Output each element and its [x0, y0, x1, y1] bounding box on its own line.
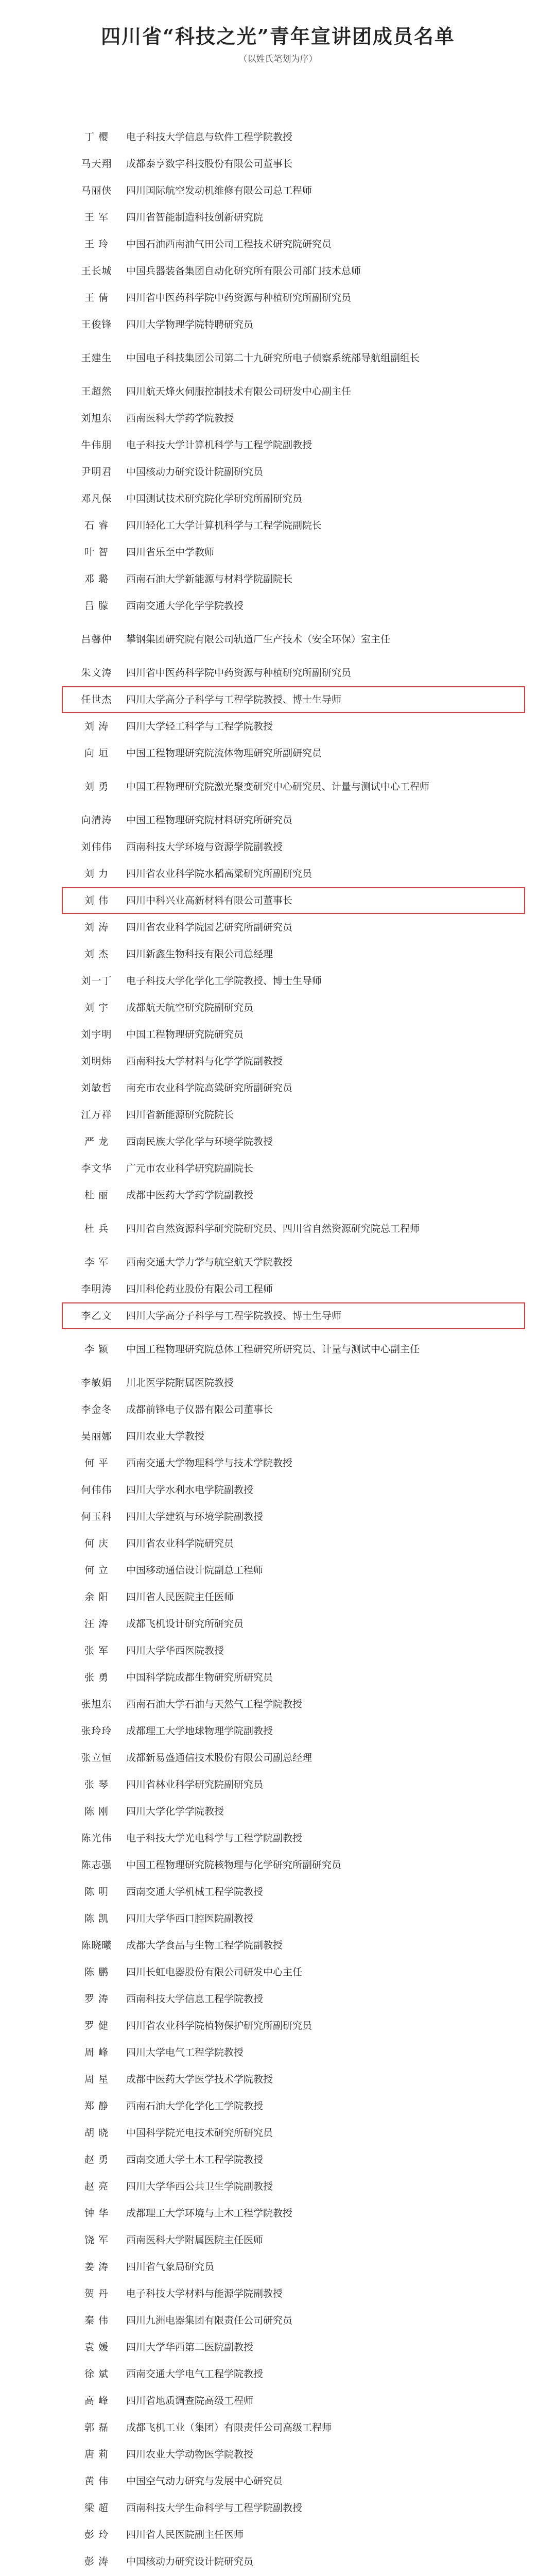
member-row — [67, 941, 520, 968]
member-row — [67, 1249, 520, 1276]
member-unit: 四川省农业科学院水稻高粱研究所副研究员 — [126, 868, 312, 879]
member-unit: 中国工程物理研究院核物理与化学研究所副研究员 — [126, 1859, 342, 1871]
member-unit: 四川农业大学教授 — [126, 1431, 205, 1442]
member-unit: 四川新鑫生物科技有限公司总经理 — [126, 948, 273, 960]
member-unit: 四川省农业科学院研究员 — [126, 1538, 234, 1549]
member-name: 陈 明 — [84, 1886, 109, 1897]
member-row — [67, 860, 520, 887]
member-name: 任世杰 — [81, 694, 112, 705]
member-unit: 中国科学院光电技术研究所研究员 — [126, 2127, 273, 2139]
member-name: 何 庆 — [84, 1538, 109, 1549]
member-list — [67, 124, 520, 2576]
member-name: 石 睿 — [84, 520, 109, 531]
member-row — [67, 378, 520, 405]
member-unit: 西南石油大学新能源与材料学院副院长 — [126, 573, 293, 585]
member-row — [67, 459, 520, 485]
member-row — [67, 2093, 520, 2120]
member-name: 陈晓曦 — [81, 1940, 112, 1951]
member-row — [67, 177, 520, 204]
member-row — [67, 2120, 520, 2146]
member-unit: 四川农业大学动物医学院教授 — [126, 2449, 254, 2460]
member-row — [67, 539, 520, 566]
member-name: 吴丽娜 — [81, 1431, 112, 1442]
member-name: 周 星 — [84, 2074, 109, 2085]
member-unit: 四川省气象局研究员 — [126, 2261, 215, 2273]
member-unit: 四川大学物理学院特聘研究员 — [126, 319, 254, 330]
member-name: 罗 涛 — [84, 1993, 109, 2005]
member-name: 杜 兵 — [84, 1223, 109, 1234]
member-name: 丁 樱 — [84, 131, 109, 143]
member-name: 刘 伟 — [84, 895, 109, 906]
member-row — [67, 2468, 520, 2495]
member-unit: 成都中医药大学医学技术学院教授 — [126, 2074, 273, 2085]
member-unit: 电子科技大学信息与软件工程学院教授 — [126, 131, 293, 143]
member-unit: 中国移动通信设计院副总工程师 — [126, 1565, 264, 1576]
member-unit: 川北医学院附属医院教授 — [126, 1377, 234, 1388]
member-name: 刘 力 — [84, 868, 109, 879]
member-unit: 四川省人民医院副主任医师 — [126, 2529, 244, 2540]
member-row — [67, 1048, 520, 1075]
member-row — [67, 566, 520, 592]
member-unit: 成都大学食品与生物工程学院副教授 — [126, 1940, 283, 1951]
member-row — [67, 1021, 520, 1048]
member-name: 郭 磊 — [84, 2422, 109, 2433]
member-row — [67, 1852, 520, 1878]
member-row — [67, 1664, 520, 1691]
member-unit: 成都理工大学环境与土木工程学院教授 — [126, 2208, 293, 2219]
member-unit: 四川省地质调查院高级工程师 — [126, 2395, 254, 2406]
highlighted-member-row — [62, 1302, 525, 1329]
member-unit: 西南民族大学化学与环境学院教授 — [126, 1136, 273, 1147]
member-unit: 四川九洲电器集团有限责任公司研究员 — [126, 2315, 293, 2326]
member-row — [67, 1128, 520, 1155]
member-row — [67, 1075, 520, 1101]
member-name: 刘伟伟 — [81, 841, 112, 853]
member-unit: 四川省乐至中学教师 — [126, 547, 215, 558]
member-name: 吕馨仲 — [81, 634, 112, 645]
member-unit: 四川大学华西口腔医院副教授 — [126, 1913, 254, 1924]
member-unit: 四川科伦药业股份有限公司工程师 — [126, 1283, 273, 1295]
member-name: 向 垣 — [84, 748, 109, 759]
member-row — [67, 124, 520, 150]
member-name: 邓凡保 — [81, 493, 112, 504]
member-unit: 中国工程物理研究院研究员 — [126, 1029, 244, 1040]
member-row — [67, 740, 520, 767]
member-unit: 中国测试技术研究院化学研究所副研究员 — [126, 493, 303, 504]
member-name: 江万祥 — [81, 1109, 112, 1121]
member-unit: 中国工程物理研究院总体工程研究所研究员、计量与测试中心副主任 — [126, 1344, 420, 1355]
member-name: 梁 超 — [84, 2502, 109, 2514]
member-name: 姜 涛 — [84, 2261, 109, 2273]
member-unit: 西南交通大学电气工程学院教授 — [126, 2368, 264, 2380]
member-row — [67, 2521, 520, 2548]
member-name: 张玲玲 — [81, 1725, 112, 1737]
member-unit: 成都泰亨数字科技股份有限公司董事长 — [126, 158, 293, 170]
member-name: 王俊锋 — [81, 319, 112, 330]
member-row — [67, 1101, 520, 1128]
member-unit: 四川大学轻工科学与工程学院教授 — [126, 721, 273, 732]
member-unit: 电子科技大学材料与能源学院副教授 — [126, 2288, 283, 2299]
member-unit: 中国空气动力研究与发展中心研究员 — [126, 2476, 283, 2487]
member-row — [67, 1744, 520, 1771]
member-name: 钟 华 — [84, 2208, 109, 2219]
member-name: 张 勇 — [84, 1672, 109, 1683]
member-row — [67, 2387, 520, 2414]
member-name: 王 倩 — [84, 292, 109, 303]
member-row — [67, 1503, 520, 1530]
member-name: 陈志强 — [81, 1859, 112, 1871]
member-name: 刘敏哲 — [81, 1082, 112, 1094]
member-unit: 中国工程物理研究院材料研究所研究员 — [126, 815, 293, 826]
member-name: 陈 凯 — [84, 1913, 109, 1924]
member-unit: 成都航天航空研究院副研究员 — [126, 1002, 254, 1013]
member-row — [67, 1691, 520, 1718]
member-unit: 西南医科大学药学院教授 — [126, 413, 234, 424]
member-name: 王 军 — [84, 212, 109, 223]
member-name: 高 峰 — [84, 2395, 109, 2406]
member-row — [67, 1878, 520, 1905]
member-row — [67, 1798, 520, 1825]
member-row — [67, 1771, 520, 1798]
member-unit: 中国电子科技集团公司第二十九研究所电子侦察系统部导航组副组长 — [126, 352, 420, 364]
member-unit: 四川大学高分子科学与工程学院教授、博士生导师 — [126, 694, 342, 705]
member-name: 彭 玲 — [84, 2529, 109, 2540]
member-name: 黄 伟 — [84, 2476, 109, 2487]
member-name: 张 军 — [84, 1645, 109, 1656]
member-name: 刘 宇 — [84, 1002, 109, 1013]
member-row — [67, 1825, 520, 1852]
member-row — [67, 1637, 520, 1664]
member-name: 王长城 — [81, 265, 112, 277]
member-row — [67, 405, 520, 432]
member-unit: 成都新易盛通信技术股份有限公司副总经理 — [126, 1752, 312, 1764]
page-title: 四川省“科技之光”青年宣讲团成员名单 — [101, 25, 455, 48]
member-row — [67, 512, 520, 539]
member-row — [67, 485, 520, 512]
member-name: 杜 丽 — [84, 1190, 109, 1201]
member-row — [67, 968, 520, 994]
member-name: 马天翔 — [81, 158, 112, 170]
member-row — [67, 713, 520, 740]
member-row — [67, 994, 520, 1021]
member-row — [67, 767, 520, 807]
member-name: 何玉科 — [81, 1511, 112, 1522]
member-name: 余 阳 — [84, 1591, 109, 1603]
member-name: 邓 璐 — [84, 573, 109, 585]
member-name: 张旭东 — [81, 1699, 112, 1710]
member-name: 胡 晓 — [84, 2127, 109, 2139]
member-name: 赵 亮 — [84, 2181, 109, 2192]
member-unit: 四川省农业科学院园艺研究所副研究员 — [126, 922, 293, 933]
member-unit: 四川省中医药科学院中药资源与种植研究所副研究员 — [126, 667, 352, 679]
member-row — [67, 1369, 520, 1396]
member-name: 刘一丁 — [81, 975, 112, 987]
member-unit: 四川航天烽火伺服控制技术有限公司研发中心副主任 — [126, 386, 352, 397]
member-unit: 西南科技大学材料与化学学院副教授 — [126, 1056, 283, 1067]
member-unit: 西南科技大学环境与资源学院副教授 — [126, 841, 283, 853]
member-row — [67, 592, 520, 619]
member-name: 向清涛 — [81, 815, 112, 826]
member-row — [67, 1584, 520, 1611]
member-name: 李乙文 — [81, 1310, 112, 1321]
member-row — [67, 150, 520, 177]
member-name: 刘 涛 — [84, 721, 109, 732]
member-name: 牛伟朋 — [81, 439, 112, 451]
member-name: 何伟伟 — [81, 1484, 112, 1496]
member-name: 郑 静 — [84, 2100, 109, 2112]
member-unit: 西南交通大学化学学院教授 — [126, 600, 244, 612]
member-name: 罗 健 — [84, 2020, 109, 2031]
member-name: 尹明君 — [81, 466, 112, 478]
member-name: 周 峰 — [84, 2047, 109, 2058]
member-row — [67, 1530, 520, 1557]
member-unit: 四川省中医药科学院中药资源与种植研究所副研究员 — [126, 292, 352, 303]
member-row — [67, 2039, 520, 2066]
member-unit: 中国核动力研究设计院研究员 — [126, 2556, 254, 2567]
member-unit: 四川大学电气工程学院教授 — [126, 2047, 244, 2058]
member-unit: 四川省人民医院主任医师 — [126, 1591, 234, 1603]
member-name: 陈光伟 — [81, 1833, 112, 1844]
member-name: 吕 朦 — [84, 600, 109, 612]
member-row — [67, 914, 520, 941]
member-name: 李明涛 — [81, 1283, 112, 1295]
member-row — [67, 834, 520, 860]
member-row — [67, 807, 520, 834]
member-unit: 四川大学化学学院教授 — [126, 1806, 224, 1817]
member-unit: 中国石油西南油气田公司工程技术研究院研究员 — [126, 239, 332, 250]
member-row — [67, 204, 520, 231]
member-name: 袁 媛 — [84, 2342, 109, 2353]
member-unit: 四川大学华西第二医院副教授 — [126, 2342, 254, 2353]
member-unit: 中国兵器装备集团自动化研究所有限公司部门技术总师 — [126, 265, 361, 277]
member-unit: 四川国际航空发动机维修有限公司总工程师 — [126, 185, 312, 196]
member-name: 李敏娟 — [81, 1377, 112, 1388]
highlighted-member-row — [62, 887, 525, 914]
member-unit: 中国科学院成都生物研究所研究员 — [126, 1672, 273, 1683]
member-unit: 成都飞机工业（集团）有限责任公司高级工程师 — [126, 2422, 332, 2433]
member-name: 李 颖 — [84, 1344, 109, 1355]
member-row — [67, 1557, 520, 1584]
member-unit: 四川中科兴业高新材料有限公司董事长 — [126, 895, 293, 906]
member-name: 陈 刚 — [84, 1806, 109, 1817]
member-unit: 中国核动力研究设计院副研究员 — [126, 466, 264, 478]
member-row — [67, 2307, 520, 2334]
member-unit: 电子科技大学化学化工学院教授、博士生导师 — [126, 975, 322, 987]
member-row — [67, 2173, 520, 2200]
member-name: 刘旭东 — [81, 413, 112, 424]
member-name: 贺 丹 — [84, 2288, 109, 2299]
member-row — [67, 2441, 520, 2468]
member-unit: 攀钢集团研究院有限公司轨道厂生产技术（安全环保）室主任 — [126, 634, 391, 645]
member-unit: 成都理工大学地球物理学院副教授 — [126, 1725, 273, 1737]
member-name: 徐 斌 — [84, 2368, 109, 2380]
member-unit: 西南科技大学信息工程学院教授 — [126, 1993, 264, 2005]
member-name: 李文华 — [81, 1163, 112, 1174]
member-row — [67, 1209, 520, 1249]
member-name: 朱文涛 — [81, 667, 112, 679]
member-row — [67, 1182, 520, 1209]
member-row — [67, 1396, 520, 1423]
member-row — [67, 2361, 520, 2387]
member-unit: 南充市农业科学院高粱研究所副研究员 — [126, 1082, 293, 1094]
member-unit: 四川长虹电器股份有限公司研发中心主任 — [126, 1967, 303, 1978]
member-unit: 四川省林业科学研究院副研究员 — [126, 1779, 264, 1790]
member-unit: 西南石油大学化学化工学院教授 — [126, 2100, 264, 2112]
member-row — [67, 1986, 520, 2012]
member-row — [67, 2414, 520, 2441]
member-row — [67, 231, 520, 258]
page-subtitle: （以姓氏笔划为序） — [238, 54, 318, 64]
member-row — [67, 619, 520, 659]
member-row — [67, 659, 520, 686]
member-unit: 成都中医药大学药学院副教授 — [126, 1190, 254, 1201]
member-name: 饶 军 — [84, 2234, 109, 2246]
member-name: 刘 杰 — [84, 948, 109, 960]
member-unit: 电子科技大学光电科学与工程学院副教授 — [126, 1833, 303, 1844]
member-unit: 四川大学华西医院教授 — [126, 1645, 224, 1656]
member-unit: 四川省新能源研究院院长 — [126, 1109, 234, 1121]
member-row — [67, 258, 520, 284]
member-name: 张 琴 — [84, 1779, 109, 1790]
member-unit: 四川大学水利水电学院副教授 — [126, 1484, 254, 1496]
member-name: 唐 莉 — [84, 2449, 109, 2460]
member-unit: 四川省农业科学院植物保护研究所副研究员 — [126, 2020, 312, 2031]
member-name: 赵 勇 — [84, 2154, 109, 2165]
member-unit: 四川大学华西公共卫生学院副教授 — [126, 2181, 273, 2192]
member-unit: 四川大学建筑与环境学院副教授 — [126, 1511, 264, 1522]
member-row — [67, 1423, 520, 1450]
member-unit: 中国工程物理研究院流体物理研究所副研究员 — [126, 748, 322, 759]
member-name: 叶 智 — [84, 547, 109, 558]
member-unit: 成都飞机设计研究所研究员 — [126, 1618, 244, 1630]
member-row — [67, 1477, 520, 1503]
member-row — [67, 1611, 520, 1637]
member-unit: 广元市农业科学研究院副院长 — [126, 1163, 254, 1174]
member-unit: 西南石油大学石油与天然气工程学院教授 — [126, 1699, 303, 1710]
member-row — [67, 2066, 520, 2093]
member-row — [67, 432, 520, 459]
member-row — [67, 2548, 520, 2575]
member-name: 刘宇明 — [81, 1029, 112, 1040]
member-row — [67, 1276, 520, 1302]
member-row — [67, 2280, 520, 2307]
member-name: 彭 涛 — [84, 2556, 109, 2567]
member-name: 刘明炜 — [81, 1056, 112, 1067]
member-unit: 四川轻化工大学计算机科学与工程学院副院长 — [126, 520, 322, 531]
member-row — [67, 1329, 520, 1369]
member-name: 刘 勇 — [84, 781, 109, 792]
member-name: 刘 涛 — [84, 922, 109, 933]
member-name: 王建生 — [81, 352, 112, 364]
member-unit: 西南交通大学力学与航空航天学院教授 — [126, 1257, 293, 1268]
member-name: 秦 伟 — [84, 2315, 109, 2326]
member-name: 何 立 — [84, 1565, 109, 1576]
member-row — [67, 1155, 520, 1182]
member-unit: 西南交通大学机械工程学院教授 — [126, 1886, 264, 1897]
member-unit: 四川省智能制造科技创新研究院 — [126, 212, 264, 223]
member-row — [67, 2253, 520, 2280]
member-name: 何 平 — [84, 1458, 109, 1469]
member-unit: 西南医科大学附属医院主任医师 — [126, 2234, 264, 2246]
member-row — [67, 338, 520, 378]
member-row — [67, 2146, 520, 2173]
member-unit: 中国工程物理研究院激光聚变研究中心研究员、计量与测试中心工程师 — [126, 781, 430, 792]
member-row — [67, 2012, 520, 2039]
member-name: 李金冬 — [81, 1404, 112, 1415]
member-row — [67, 2495, 520, 2521]
member-name: 马丽侠 — [81, 185, 112, 196]
member-row — [67, 311, 520, 338]
member-unit: 西南交通大学物理科学与技术学院教授 — [126, 1458, 293, 1469]
member-name: 汪 涛 — [84, 1618, 109, 1630]
member-unit: 西南交通大学土木工程学院教授 — [126, 2154, 264, 2165]
member-name: 陈 鹏 — [84, 1967, 109, 1978]
member-row — [67, 284, 520, 311]
member-name: 严 龙 — [84, 1136, 109, 1147]
member-unit: 四川大学高分子科学与工程学院教授、博士生导师 — [126, 1310, 342, 1321]
member-unit: 成都前锋电子仪器有限公司董事长 — [126, 1404, 273, 1415]
highlighted-member-row — [62, 686, 525, 713]
member-row — [67, 1450, 520, 1477]
member-name: 王 玲 — [84, 239, 109, 250]
member-row — [67, 2200, 520, 2227]
member-row — [67, 2227, 520, 2253]
member-name: 张立恒 — [81, 1752, 112, 1764]
member-unit: 电子科技大学计算机科学与工程学院副教授 — [126, 439, 312, 451]
member-name: 王超然 — [81, 386, 112, 397]
member-row — [67, 1959, 520, 1986]
member-unit: 西南科技大学生命科学与工程学院副教授 — [126, 2502, 303, 2514]
member-row — [67, 1905, 520, 1932]
member-row — [67, 1718, 520, 1744]
member-unit: 四川省自然资源科学研究院研究员、四川省自然资源研究院总工程师 — [126, 1223, 420, 1234]
member-row — [67, 1932, 520, 1959]
member-name: 李 军 — [84, 1257, 109, 1268]
member-row — [67, 2334, 520, 2361]
